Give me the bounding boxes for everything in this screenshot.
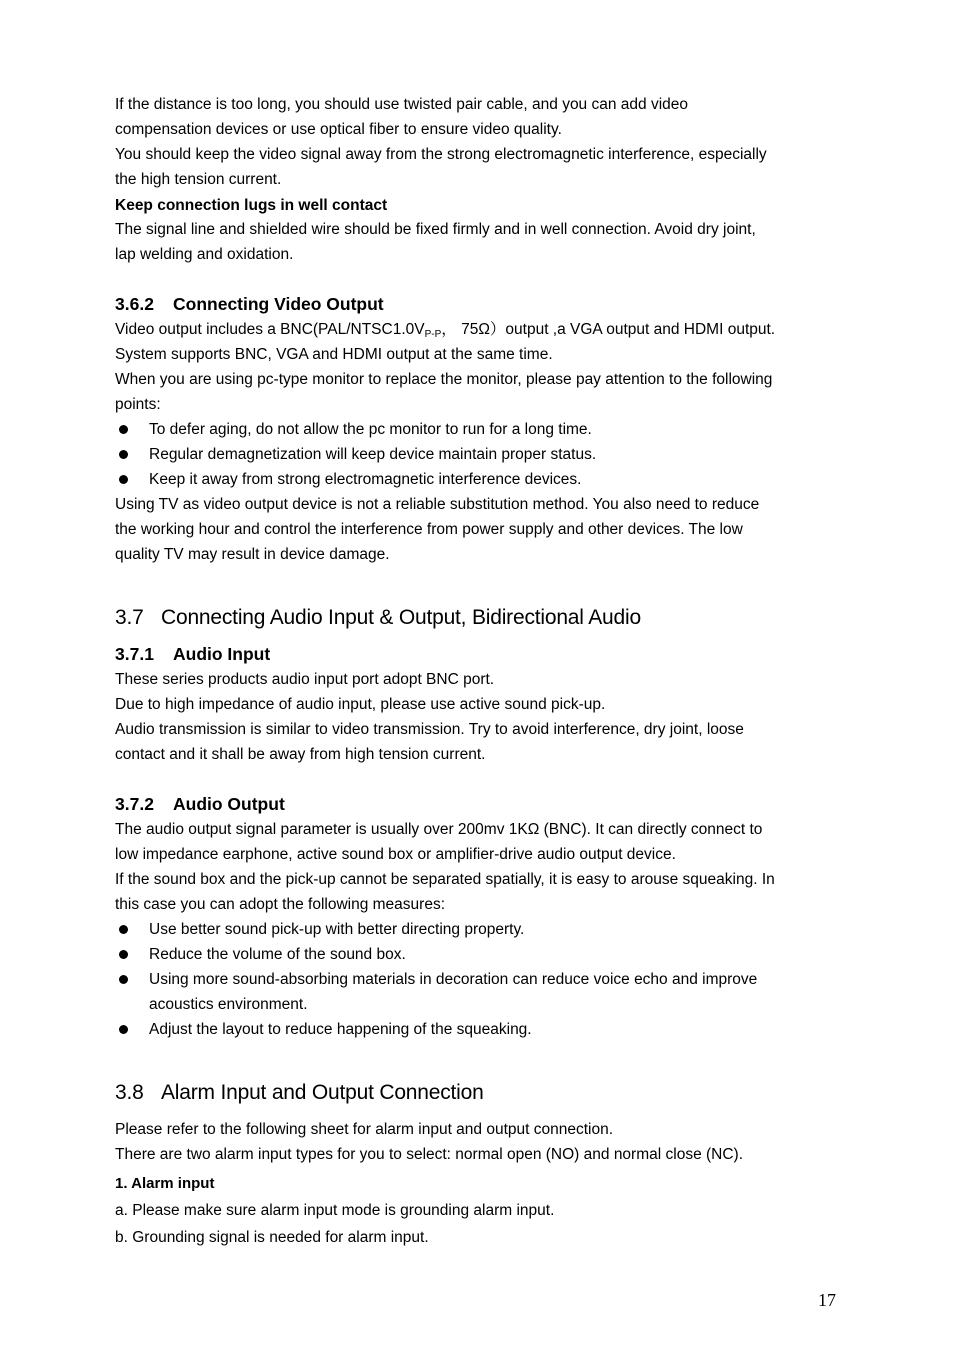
list-item-text: Use better sound pick-up with better directing property. (149, 921, 525, 938)
bullet-icon (119, 1025, 128, 1034)
bullet-icon (119, 925, 128, 934)
bullet-icon (119, 975, 128, 984)
intro-line-1: If the distance is too long, you should use twisted pair cable, and you can add video (115, 96, 689, 113)
s38-line-1: Please refer to the following sheet for alarm input and output connection. (115, 1121, 614, 1138)
list-item-text: Keep it away from strong electromagnetic interference devices. (149, 471, 582, 488)
s38-item-b: b. Grounding signal is needed for alarm input. (115, 1229, 429, 1246)
s362-line-5: Using TV as video output device is not a reliable substitution method. You also need to reduce (115, 496, 760, 513)
s372-line-2: low impedance earphone, active sound box or amplifier-drive audio output device. (115, 846, 676, 863)
bullet-icon (119, 450, 128, 459)
section-number: 3.8 (115, 1081, 144, 1104)
section-number: 3.7.2 (115, 794, 154, 814)
section-title: Audio Output (173, 794, 285, 814)
s372-line-1: The audio output signal parameter is usually over 200mv 1KΩ (BNC). It can directly connect to (115, 821, 763, 838)
section-number: 3.7.1 (115, 644, 154, 664)
s371-line-1: These series products audio input port adopt BNC port. (115, 671, 495, 688)
section-number: 3.7 (115, 606, 144, 629)
section-title: Connecting Video Output (173, 294, 384, 314)
list-item-text: Adjust the layout to reduce happening of the squeaking. (149, 1021, 532, 1038)
section-heading-3-7-2 (115, 794, 285, 815)
s372-line-3: If the sound box and the pick-up cannot be separated spatially, it is easy to arouse squeaking. In (115, 871, 775, 888)
section-heading-3-7-1 (115, 644, 270, 665)
s38-line-2: There are two alarm input types for you to select: normal open (NO) and normal close (NC). (115, 1146, 744, 1163)
s38-item-a: a. Please make sure alarm input mode is grounding alarm input. (115, 1202, 555, 1219)
bullet-icon (119, 475, 128, 484)
section-title: Audio Input (173, 644, 271, 664)
s362-line-2: System supports BNC, VGA and HDMI output at the same time. (115, 346, 553, 363)
s371-line-3: Audio transmission is similar to video transmission. Try to avoid interference, dry joint, loose (115, 721, 744, 738)
section-number: 3.6.2 (115, 294, 154, 314)
s371-line-4: contact and it shall be away from high tension current. (115, 746, 486, 763)
s362-line-4: points: (115, 396, 161, 413)
intro-line-2: compensation devices or use optical fiber to ensure video quality. (115, 121, 562, 138)
s371-line-2: Due to high impedance of audio input, please use active sound pick-up. (115, 696, 606, 713)
s372-line-4: this case you can adopt the following measures: (115, 896, 445, 913)
s362-line-6: the working hour and control the interference from power supply and other devices. The low (115, 521, 743, 538)
bullet-icon (119, 425, 128, 434)
s362-line-1b: ， 75Ω）output ,a VGA output and HDMI output. (441, 321, 776, 338)
list-item-continuation: acoustics environment. (149, 996, 308, 1013)
list-item-text: Reduce the volume of the sound box. (149, 946, 406, 963)
list-item-text: To defer aging, do not allow the pc monitor to run for a long time. (149, 421, 592, 438)
intro-line-4: the high tension current. (115, 171, 282, 188)
section-heading-3-8 (115, 1081, 484, 1105)
intro-bold-heading: Keep connection lugs in well contact (115, 197, 388, 214)
section-heading-3-6-2 (115, 294, 384, 315)
section-heading-3-7 (115, 606, 641, 630)
intro-line-6: lap welding and oxidation. (115, 246, 294, 263)
s362-line-3: When you are using pc-type monitor to replace the monitor, please pay attention to the following (115, 371, 773, 388)
page-number: 17 (818, 1290, 836, 1310)
s362-line-1a: Video output includes a BNC(PAL/NTSC1.0V (115, 321, 425, 338)
bullet-icon (119, 950, 128, 959)
intro-line-3: You should keep the video signal away from the strong electromagnetic interference, especially (115, 146, 767, 163)
list-item-text: Using more sound-absorbing materials in decoration can reduce voice echo and improve (149, 971, 758, 988)
intro-line-5: The signal line and shielded wire should be fixed firmly and in well connection. Avoid dry joint, (115, 221, 756, 238)
list-item-text: Regular demagnetization will keep device maintain proper status. (149, 446, 597, 463)
section-title: Connecting Audio Input & Output, Bidirectional Audio (161, 606, 641, 629)
section-title: Alarm Input and Output Connection (161, 1081, 484, 1104)
s38-bold-heading: 1. Alarm input (115, 1175, 215, 1192)
s362-subscript: P-P (424, 329, 442, 340)
s362-line-7: quality TV may result in device damage. (115, 546, 390, 563)
